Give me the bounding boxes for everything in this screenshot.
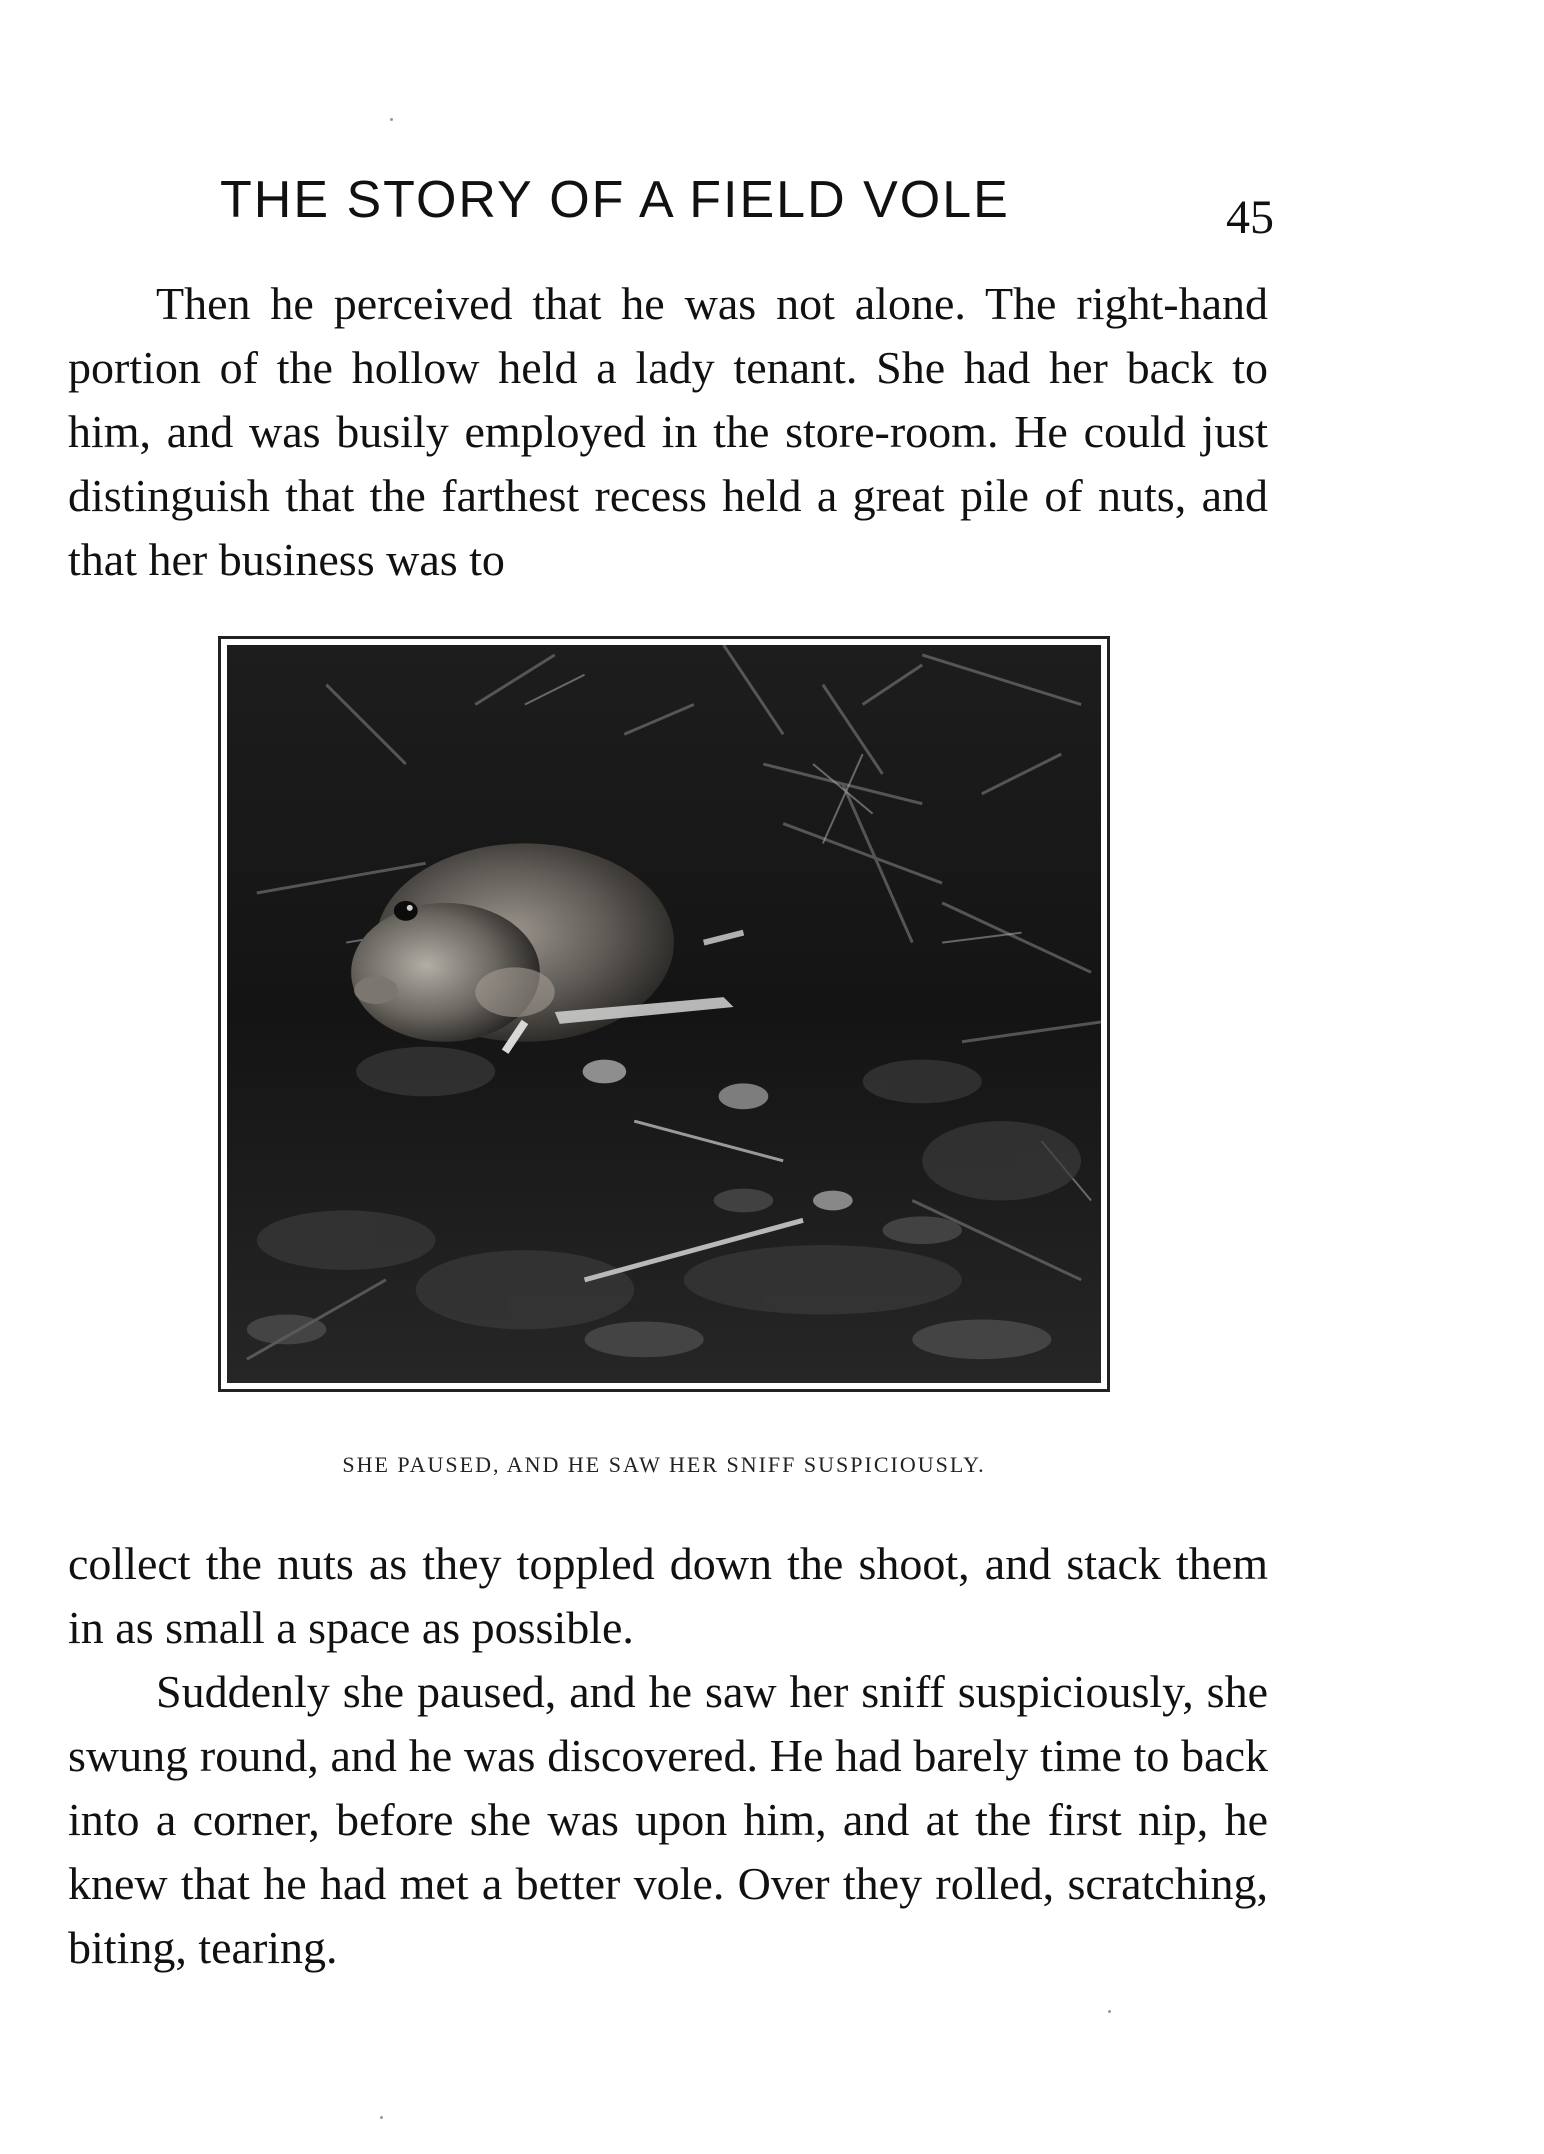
paragraph: Then he perceived that he was not alone. The right-hand portion of the hollow held a lady tenant. She had her back to him, and was busily employed in the store-room. He could just distinguish that the farthest recess held a great pile of nuts, and that her business was to — [68, 278, 1268, 585]
paper-speck — [380, 2116, 383, 2119]
paper-speck — [390, 118, 393, 121]
paper-speck — [1108, 2010, 1111, 2013]
page-number: 45 — [1226, 191, 1274, 244]
text-block-top — [68, 272, 1268, 592]
photo-caption: SHE PAUSED, AND HE SAW HER SNIFF SUSPICIOUSLY. — [342, 1452, 986, 1477]
photo-plate — [218, 636, 1110, 1392]
paragraph: Suddenly she paused, and he saw her sniff suspiciously, she swung round, and he was discovered. He had barely time to back into a corner, before she was upon him, and at the first nip, he knew that he had met a better vole. Over they rolled, scratching, biting, tearing. — [68, 1666, 1268, 1973]
paragraph-continuation: collect the nuts as they toppled down the shoot, and stack them in as small a space as possible. — [68, 1538, 1268, 1653]
text-block-bottom — [68, 1532, 1268, 1980]
running-head: THE STORY OF A FIELD VOLE — [220, 171, 1010, 229]
field-vole-photograph — [227, 645, 1101, 1383]
